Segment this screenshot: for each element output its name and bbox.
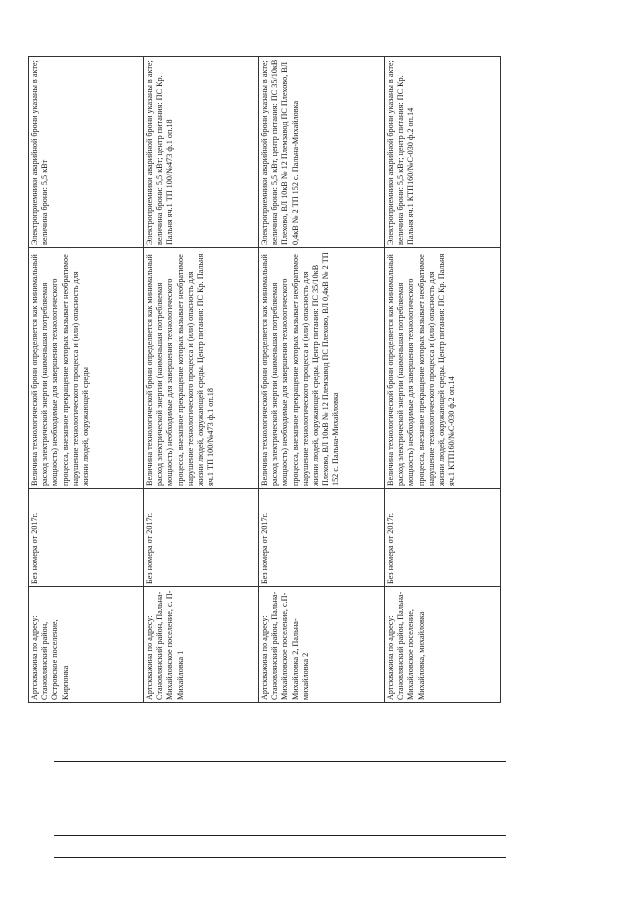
rotated-table-region bbox=[28, 57, 506, 703]
document-cell: Без номера от 2017г. bbox=[144, 489, 259, 587]
data-table bbox=[28, 56, 501, 703]
emergency-cell: Электроприемники аварийной брони указаны в акте; величина брони: 5,5 кВт; центр питания: ПС Кр. Пальня яч.1 КТП160/№С-030 ф.2 оп.14 bbox=[385, 57, 501, 248]
table-row bbox=[385, 57, 501, 703]
emergency-cell: Электроприемники аварийной брони указаны в акте; величина брони: 5,5 кВт bbox=[29, 57, 144, 248]
rotated-table-container bbox=[28, 57, 506, 703]
table-row bbox=[144, 57, 259, 703]
emergency-cell: Электроприемники аварийной брони указаны в акте; величина брони: 5,5 кВт, центр питания: ПС 35/10кВ Плехово, ВЛ 10кВ № 12 Племзавод ПС Плехово, ВЛ 0,4кВ № 2 ТП 152 с. Пальна-Михайловка bbox=[259, 57, 385, 248]
horizontal-rule bbox=[54, 761, 506, 762]
description-cell: Величина технологической брони определяется как минимальный расход электрической энергии (наименьшая потребляемая мощность) необходимые для завершения технологического процесса, внезапное прекращение которых вызывает необратимое нарушение технологического процесса и (или) опасность для жизни людей, окружающей среды bbox=[29, 248, 144, 489]
description-cell: Величина технологической брони определяется как минимальный расход электрической энергии (наименьшая потребляемая мощность) необходимые для завершения технологического процесса, внезапное прекращение которых вызывает необратимое нарушение технологического процесса и (или) опасность для жизни людей, окружающей среды. Центр питания: ПС 35/10кВ Плехово, ВЛ 10кВ № 12 Племзавод ПС Плехово, ВЛ 0,4кВ № 2 ТП 152 с. Пальна-Михайловка bbox=[259, 248, 385, 489]
emergency-cell: Электроприемники аварийной брони указаны в акте; величина брони: 5,5 кВт; центр питания: ПС Кр. Пальня яч.1 ТП 100/№473 ф.1 оп.18 bbox=[144, 57, 259, 248]
table-row bbox=[259, 57, 385, 703]
document-cell: Без номера от 2017г. bbox=[259, 489, 385, 587]
object-cell: Артскважина по адресу: Становлянский район, Пальна-Михайловское поселение, с. П-Михайловка 1 bbox=[144, 587, 259, 703]
horizontal-rule bbox=[54, 857, 506, 858]
object-cell: Артскважина по адресу: Становлянский район, Островское поселение, Кирпонка bbox=[29, 587, 144, 703]
table-row bbox=[29, 57, 144, 703]
horizontal-rule bbox=[54, 835, 506, 836]
object-cell: Артскважина по адресу: Становлянский район, Пальна-Михайловское поселение, с.П-Михайловка 2, Пальна-михайловка 2 bbox=[259, 587, 385, 703]
document-cell: Без номера от 2017г. bbox=[385, 489, 501, 587]
description-cell: Величина технологической брони определяется как минимальный расход электрической энергии (наименьшая потребляемая мощность) необходимые для завершения технологического процесса, внезапное прекращение которых вызывает необратимое нарушение технологического процесса и (или) опасность для жизни людей, окружающей среды. Центр питания: ПС Кр. Пальня яч.1 КТП160/№С-030 ф.2 оп.14 bbox=[385, 248, 501, 489]
object-cell: Артскважина по адресу: Становлянский район, Пальна-Михайловское поселение, Михайловка, михайловка bbox=[385, 587, 501, 703]
description-cell: Величина технологической брони определяется как минимальный расход электрической энергии (наименьшая потребляемая мощность) необходимые для завершения технологического процесса, внезапное прекращение которых вызывает необратимое нарушение технологического процесса и (или) опасность для жизни людей, окружающей среды. Центр питания: ПС Кр. Пальня яч.1 ТП 100/№473 ф.1 оп.18 bbox=[144, 248, 259, 489]
document-cell: Без номера от 2017г. bbox=[29, 489, 144, 587]
